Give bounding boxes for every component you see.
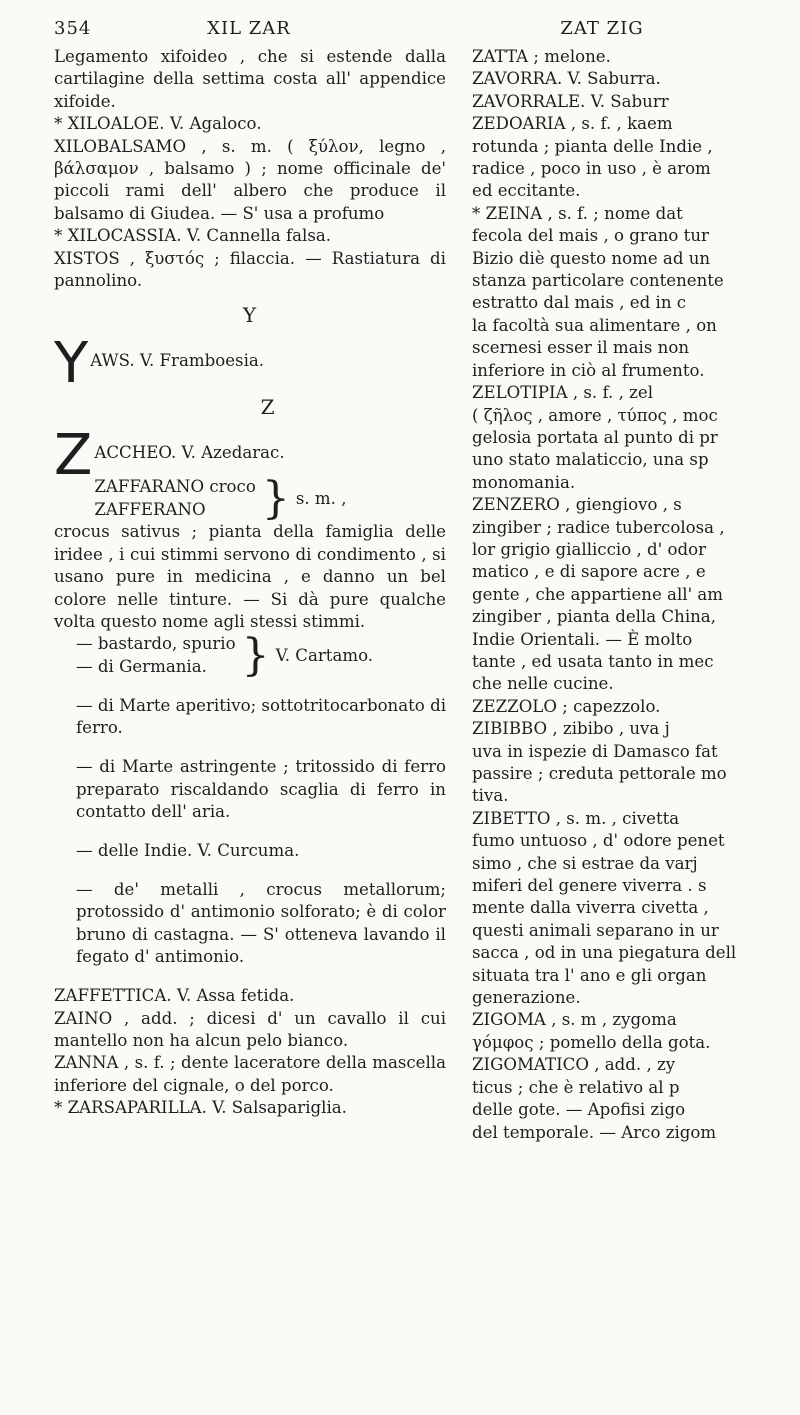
drop-cap-z: Z <box>54 423 93 489</box>
right-line: fecola del mais , o grano tur <box>472 226 709 246</box>
right-line: ZIGOMATICO , add. , zy <box>472 1055 676 1075</box>
right-line: estratto dal mais , ed in c <box>472 293 687 313</box>
right-line: che nelle cucine. <box>472 674 614 694</box>
right-header <box>472 18 800 46</box>
right-line: ZAVORRALE. V. Saburr <box>472 91 669 111</box>
entry-yaws <box>54 331 446 397</box>
entry-xistos: XISTOS , ξυστός ; filaccia. — Rastiatura di pannolino. <box>54 248 446 291</box>
right-line: monomania. <box>472 472 576 492</box>
right-line: sacca , od in una piegatura dell <box>472 943 737 963</box>
right-line: gente , che appartiene all' am <box>472 584 724 604</box>
entry-legamento: Legamento xifoideo , che si estende dalla cartilagine della settima costa all' appendice xifoide. <box>54 47 446 111</box>
entry-xiloaloe: * XILOALOE. V. Agaloco. <box>54 114 262 134</box>
right-line: uva in ispezie di Damasco fat <box>472 741 718 761</box>
right-line: γόμφος ; pomello della gota. <box>472 1032 711 1052</box>
entry-xilocassia: * XILOCASSIA. V. Cannella falsa. <box>54 226 331 246</box>
brace-icon: } <box>241 629 270 681</box>
drop-cap-y: Y <box>54 331 89 397</box>
entry-xilobalsamo: XILOBALSAMO , s. m. ( ξύλον, legno , βάλσαμον , balsamo ) ; nome officinale de' piccoli rami dell' albero che produce il balsamo di Giudea. — S' usa a profumo <box>54 136 446 223</box>
zaffarano-brace-label: s. m. , <box>295 488 347 508</box>
right-line: ZEDOARIA , s. f. , kaem <box>472 114 673 134</box>
right-line: ZIGOMA , s. m , zygoma <box>472 1010 677 1030</box>
right-line: zingiber , pianta della China, <box>472 607 716 627</box>
sub-entry-marte-aperitivo: — di Marte aperitivo; sottotritocarbonato di ferro. <box>76 695 447 738</box>
right-line: ( ζῆλος , amore , τύπος , moc <box>472 405 718 425</box>
bastardo-line-2: — di Germania. <box>76 656 207 676</box>
right-line: generazione. <box>472 988 581 1008</box>
right-line: tiva. <box>472 786 509 806</box>
brace-icon: } <box>261 472 290 524</box>
right-line: matico , e di sapore acre , e <box>472 562 706 582</box>
page-number: 354 <box>54 18 92 39</box>
bastardo-line-1: — bastardo, spurio <box>76 634 236 654</box>
right-line: stanza particolare contenente <box>472 271 724 291</box>
left-column <box>54 18 446 1120</box>
sub-entry-indie: — delle Indie. V. Curcuma. <box>76 840 300 860</box>
running-head-right: ZAT ZIG <box>560 18 644 39</box>
right-line: uno stato malaticcio, una sp <box>472 450 709 470</box>
right-line: tante , ed usata tanto in mec <box>472 651 714 671</box>
zafferano-brace-group <box>94 472 446 524</box>
right-line: Indie Orientali. — È molto <box>472 629 693 649</box>
right-line: ZEZZOLO ; capezzolo. <box>472 696 661 716</box>
right-line: la facoltà sua alimentare , on <box>472 315 717 335</box>
right-line: ZATTA ; melone. <box>472 47 611 66</box>
right-line: ed eccitante. <box>472 181 581 201</box>
right-line: ticus ; che è relativo al p <box>472 1077 680 1097</box>
section-letter-z: Z <box>260 395 276 420</box>
entry-yaws-text: AWS. V. Framboesia. <box>90 351 265 371</box>
right-line: ZENZERO , giengiovo , s <box>472 495 682 515</box>
right-line: ZAVORRA. V. Saburra. <box>472 69 661 89</box>
right-line: rotunda ; pianta delle Indie , <box>472 136 713 156</box>
right-line: ZELOTIPIA , s. f. , zel <box>472 383 653 403</box>
right-line: questi animali separano in ur <box>472 920 719 940</box>
right-line: ZIBETTO , s. m. , civetta <box>472 808 680 828</box>
right-line: passire ; creduta pettorale mo <box>472 764 727 783</box>
left-header <box>54 18 446 46</box>
zaffarano-line-1: ZAFFARANO croco <box>94 477 256 497</box>
right-line: situata tra l' ano e gli organ <box>472 965 707 985</box>
right-line: miferi del genere viverra . s <box>472 876 707 896</box>
bastardo-brace-group <box>54 629 446 681</box>
right-line: lor grigio gialliccio , d' odor <box>472 539 707 559</box>
right-line: mente dalla viverra civetta , <box>472 898 709 918</box>
right-line: Bizio diè questo nome ad un <box>472 248 711 268</box>
entry-zafferano-def: crocus sativus ; pianta della famiglia delle iridee , i cui stimmi servono di condimento , si usano pure in medicina , e danno un bel colore nelle tinture. — Si dà pure qualche volta questo nome agli stessi stimmi. <box>54 522 446 631</box>
right-column-text <box>472 46 800 1144</box>
entry-zarsaparilla: * ZARSAPARILLA. V. Salsapariglia. <box>54 1098 347 1118</box>
entry-zanna: ZANNA , s. f. ; dente laceratore della mascella inferiore del cignale, o del porco. <box>54 1053 446 1095</box>
right-line: ZIBIBBO , zibibo , uva j <box>472 719 670 739</box>
right-line: * ZEINA , s. f. ; nome dat <box>472 203 683 223</box>
entry-zaffettica: ZAFFETTICA. V. Assa fetida. <box>54 986 295 1006</box>
right-line: scernesi esser il mais non <box>472 338 690 358</box>
right-line: delle gote. — Apofisi zigo <box>472 1100 686 1120</box>
right-line: inferiore in ciò al frumento. <box>472 360 705 380</box>
entry-zaccheo-text: ACCHEO. V. Azedarac. <box>94 443 285 463</box>
right-line: zingiber ; radice tubercolosa , <box>472 517 725 537</box>
running-head-left: XIL ZAR <box>207 18 291 39</box>
sub-entry-metalli: — de' metalli , crocus metallorum; protossido d' antimonio solforato; è di color bruno di castagna. — S' otteneva lavando il fegato d' antimonio. <box>76 879 446 967</box>
right-column <box>472 18 800 1144</box>
sub-entry-marte-astringente: — di Marte astringente ; tritossido di ferro preparato riscaldando scaglia di ferro in contatto dell' aria. <box>76 757 446 821</box>
right-line: del temporale. — Arco zigom <box>472 1122 717 1142</box>
right-line: gelosia portata al punto di pr <box>472 427 718 447</box>
right-line: simo , che si estrae da varj <box>472 853 698 873</box>
right-line: radice , poco in uso , è arom <box>472 159 711 179</box>
bastardo-brace-label: V. Cartamo. <box>275 645 374 665</box>
zaffarano-line-2: ZAFFERANO <box>94 499 206 519</box>
entry-zaino: ZAINO , add. ; dicesi d' un cavallo il cui mantello non ha alcun pelo bianco. <box>54 1008 446 1050</box>
section-letter-y: Y <box>242 303 258 328</box>
right-line: fumo untuoso , d' odore penet <box>472 831 725 851</box>
